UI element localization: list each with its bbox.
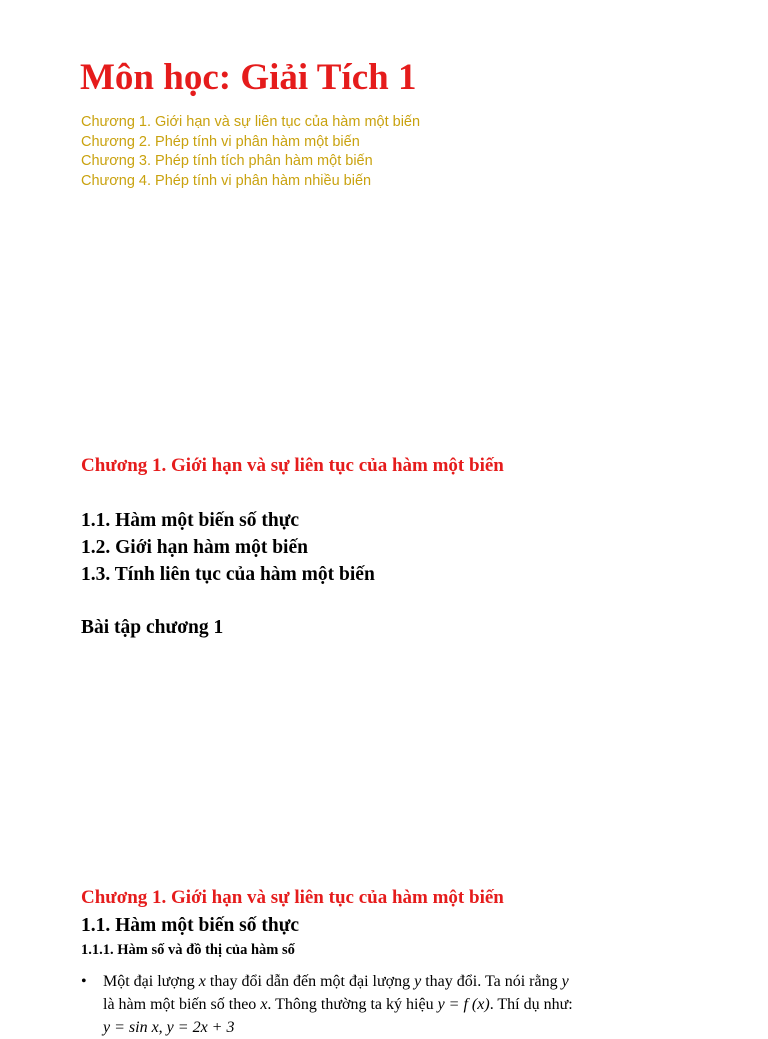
math-variable-x: x: [198, 973, 206, 990]
section-item-1-3: 1.3. Tính liên tục của hàm một biến: [81, 564, 375, 585]
math-variable-y: y: [414, 973, 422, 990]
slide-course-overview: [0, 0, 768, 290]
bullet-text: [103, 970, 683, 1039]
section-item-1-1: 1.1. Hàm một biến số thực: [81, 510, 300, 531]
math-formula: y = f (x): [437, 996, 490, 1013]
bullet-line-1: [103, 970, 683, 993]
text-segment: . Thông thường ta ký hiệu: [267, 996, 438, 1013]
bullet-icon: •: [81, 973, 87, 990]
exercise-heading: Bài tập chương 1: [81, 617, 224, 638]
slide-chapter-1-outline: [0, 290, 768, 850]
bullet-line-2: [103, 993, 683, 1016]
subsection-heading: 1.1.1. Hàm số và đồ thị của hàm số: [81, 942, 295, 958]
math-variable-y: y: [561, 973, 569, 990]
bullet-line-3: y = sin x, y = 2x + 3: [103, 1019, 235, 1036]
section-item-1-2: 1.2. Giới hạn hàm một biến: [81, 537, 308, 558]
course-title: Môn học: Giải Tích 1: [80, 57, 417, 98]
chapter-item-1: Chương 1. Giới hạn và sự liên tục của hàm một biến: [81, 114, 421, 130]
chapter-item-2: Chương 2. Phép tính vi phân hàm một biến: [81, 133, 360, 150]
section-list: [81, 507, 375, 588]
chapter-list: [81, 113, 420, 191]
text-segment: thay đổi dẫn đến một đại lượng: [205, 973, 415, 990]
text-segment: là hàm một biến số theo: [103, 996, 261, 1013]
math-variable-x: x: [260, 996, 268, 1013]
slide-section-1-1: [0, 850, 768, 1036]
text-segment: . Thí dụ như:: [489, 996, 573, 1013]
chapter-item-3: Chương 3. Phép tính tích phân hàm một biến: [81, 153, 373, 169]
chapter-item-4: Chương 4. Phép tính vi phân hàm nhiều biến: [81, 172, 372, 189]
section-heading: 1.1. Hàm một biến số thực: [81, 915, 300, 936]
text-segment: thay đổi. Ta nói rằng: [421, 973, 562, 990]
chapter-heading: Chương 1. Giới hạn và sự liên tục của hàm một biến: [81, 887, 504, 908]
chapter-heading: Chương 1. Giới hạn và sự liên tục của hàm một biến: [81, 455, 504, 476]
text-segment: Một đại lượng: [103, 973, 199, 990]
